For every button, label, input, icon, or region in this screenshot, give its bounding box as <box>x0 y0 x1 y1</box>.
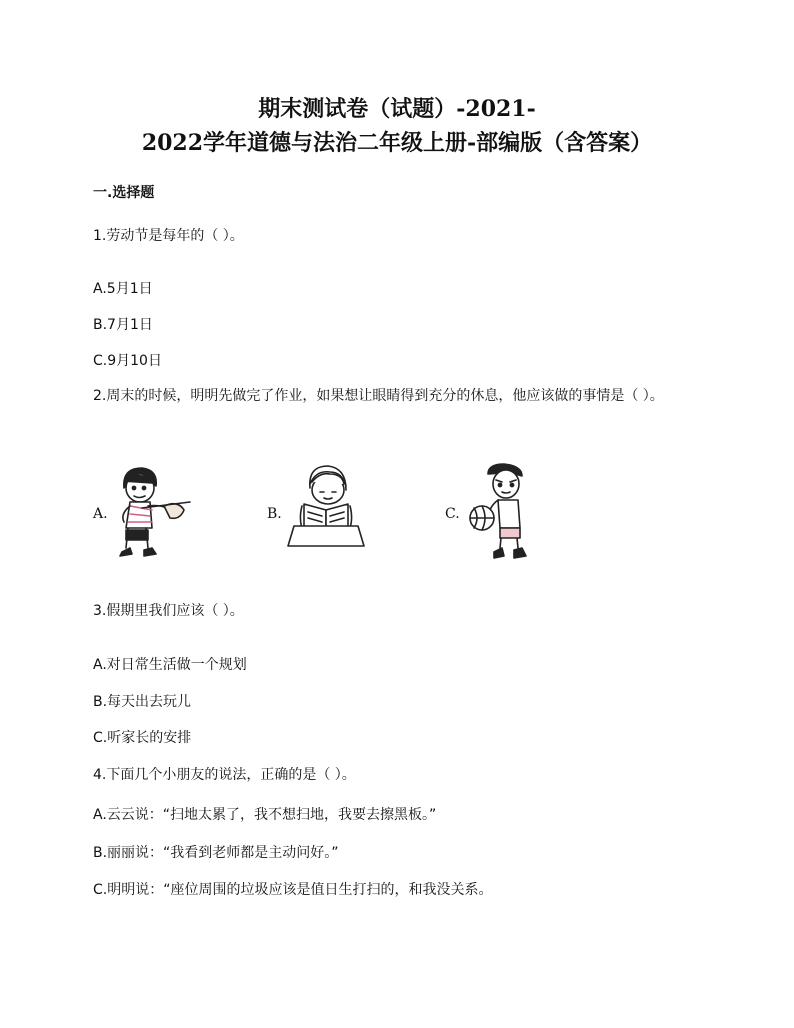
question-4-stem: 4.下面几个小朋友的说法，正确的是（ ）。 <box>93 767 356 783</box>
question-2-option-b: B. <box>267 506 282 522</box>
question-1-stem: 1.劳动节是每年的（ ）。 <box>93 228 244 244</box>
question-1-option-b: B.7月1日 <box>93 317 153 333</box>
question-3-option-a: A.对日常生活做一个规划 <box>93 657 247 673</box>
boy-reading-book-image <box>286 460 366 556</box>
question-4-option-c: C.明明说：“座位周围的垃圾应该是值日生打扫的，和我没关系。 <box>93 882 493 898</box>
question-4-option-a: A.云云说：“扫地太累了，我不想扫地，我要去擦黑板。” <box>93 807 437 823</box>
question-1-option-a: A.5月1日 <box>93 281 153 297</box>
question-3-option-c: C.听家长的安排 <box>93 730 192 746</box>
section-heading: 一.选择题 <box>93 185 155 201</box>
boy-holding-basketball-image <box>466 462 530 562</box>
question-4-option-b: B.丽丽说：“我看到老师都是主动问好。” <box>93 845 339 861</box>
question-1-option-c: C.9月10日 <box>93 353 162 369</box>
boy-playing-violin-image <box>112 462 194 564</box>
question-3-option-b: B.每天出去玩儿 <box>93 694 192 710</box>
document-title-line-1: 期末测试卷（试题）-2021- <box>258 96 536 122</box>
question-3-stem: 3.假期里我们应该（ ）。 <box>93 603 244 619</box>
document-title-line-2: 2022学年道德与法治二年级上册-部编版（含答案） <box>141 130 653 156</box>
question-2-option-c: C. <box>445 506 460 522</box>
question-2-stem: 2.周末的时候，明明先做完了作业，如果想让眼睛得到充分的休息，他应该做的事情是（ ）。 <box>93 388 664 404</box>
question-2-option-a: A. <box>93 506 108 522</box>
